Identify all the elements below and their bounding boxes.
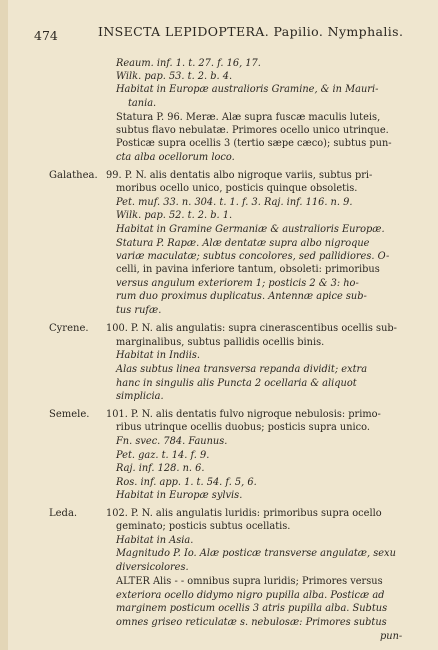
text-line: marginalibus, subtus pallidis ocellis binis. bbox=[116, 337, 325, 348]
running-title: INSECTA LEPIDOPTERA. Papilio. Nymphalis. bbox=[98, 24, 404, 39]
text-line: Pet. gaz. t. 14. f. 9. bbox=[116, 450, 210, 461]
text-line: geminato; posticis subtus ocellatis. bbox=[116, 521, 291, 532]
text-line: diversicolores. bbox=[116, 562, 189, 573]
text-line: pun- bbox=[380, 631, 403, 642]
text-line: variæ maculatæ; subtus concolores, sed pallidiores. O- bbox=[116, 251, 390, 262]
text-line: Pet. muf. 33. n. 304. t. 1. f. 3. Raj. inf. 116. n. 9. bbox=[116, 197, 353, 208]
text-line: ribus utrinque ocellis duobus; posticis supra unico. bbox=[116, 422, 370, 433]
text-line: subtus flavo nebulatæ. Primores ocello unico utrinque. bbox=[116, 125, 389, 136]
species-name: Semele. bbox=[49, 409, 90, 420]
text-line: exteriora ocello didymo nigro pupilla alba. Posticæ ad bbox=[116, 590, 385, 601]
text-line: Habitat in Indiis. bbox=[116, 350, 201, 361]
text-line: Habitat in Europæ sylvis. bbox=[116, 490, 243, 501]
page-number: 474 bbox=[34, 28, 58, 43]
running-header bbox=[0, 24, 438, 44]
text-line: Magnitudo P. Io. Alæ posticæ transverse angulatæ, sexu bbox=[116, 548, 396, 559]
text-line: rum duo proximus duplicatus. Antennæ apice sub- bbox=[116, 291, 367, 302]
text-line: Raj. inf. 128. n. 6. bbox=[116, 463, 205, 474]
text-line: 102. P. N. alis angulatis luridis: primoribus supra ocello bbox=[106, 508, 382, 519]
text-line: Alas subtus linea transversa repanda dividit; extra bbox=[116, 364, 368, 375]
text-line: 101. P. N. alis dentatis fulvo nigroque nebulosis: primo- bbox=[106, 409, 381, 420]
text-line: Statura P. 96. Meræ. Alæ supra fuscæ maculis luteis, bbox=[116, 112, 381, 123]
text-line: Fn. svec. 784. Faunus. bbox=[116, 436, 228, 447]
text-line: Ros. inf. app. 1. t. 54. f. 5, 6. bbox=[116, 477, 257, 488]
text-line: Statura P. Rapæ. Alæ dentatæ supra albo nigroque bbox=[116, 238, 370, 249]
text-line: 99. P. N. alis dentatis albo nigroque variis, subtus pri- bbox=[106, 170, 373, 181]
text-line: Habitat in Asia. bbox=[116, 535, 194, 546]
text-line: Wilk. pap. 53. t. 2. b. 4. bbox=[116, 71, 233, 82]
text-line: Reaum. inf. 1. t. 27. f. 16, 17. bbox=[116, 58, 261, 69]
species-name: Leda. bbox=[49, 508, 78, 519]
page-gutter bbox=[0, 0, 8, 650]
species-name: Cyrene. bbox=[49, 323, 89, 334]
text-line: tania. bbox=[128, 98, 157, 109]
text-line: 100. P. N. alis angulatis: supra cinerascentibus ocellis sub- bbox=[106, 323, 397, 334]
text-line: ALTER Alis - - omnibus supra luridis; Primores versus bbox=[116, 576, 383, 587]
text-line: celli, in pavina inferiore tantum, obsoleti: primoribus bbox=[116, 264, 380, 275]
text-line: marginem posticum ocellis 3 atris pupilla alba. Subtus bbox=[116, 603, 388, 614]
text-line: Habitat in Gramine Germaniæ & australioris Europæ. bbox=[116, 224, 385, 235]
text-line: Wilk. pap. 52. t. 2. b. 1. bbox=[116, 210, 233, 221]
text-line: moribus ocello unico, posticis quinque obsoletis. bbox=[116, 183, 358, 194]
text-line: hanc in singulis alis Puncta 2 ocellaria & aliquot bbox=[116, 378, 357, 389]
text-line: Posticæ supra ocellis 3 (tertio sæpe cæco); subtus pun- bbox=[116, 138, 392, 149]
text-line: tus rufæ. bbox=[116, 305, 162, 316]
text-line: Habitat in Europæ australioris Gramine, & in Mauri- bbox=[116, 84, 379, 95]
species-name: Galathea. bbox=[49, 170, 98, 181]
text-line: versus angulum exteriorem 1; posticis 2 & 3: ho- bbox=[116, 278, 359, 289]
text-line: simplicia. bbox=[116, 391, 164, 402]
text-line: omnes griseo reticulatæ s. nebulosæ: Primores subtus bbox=[116, 617, 387, 628]
text-line: cta alba ocellorum loco. bbox=[116, 152, 235, 163]
